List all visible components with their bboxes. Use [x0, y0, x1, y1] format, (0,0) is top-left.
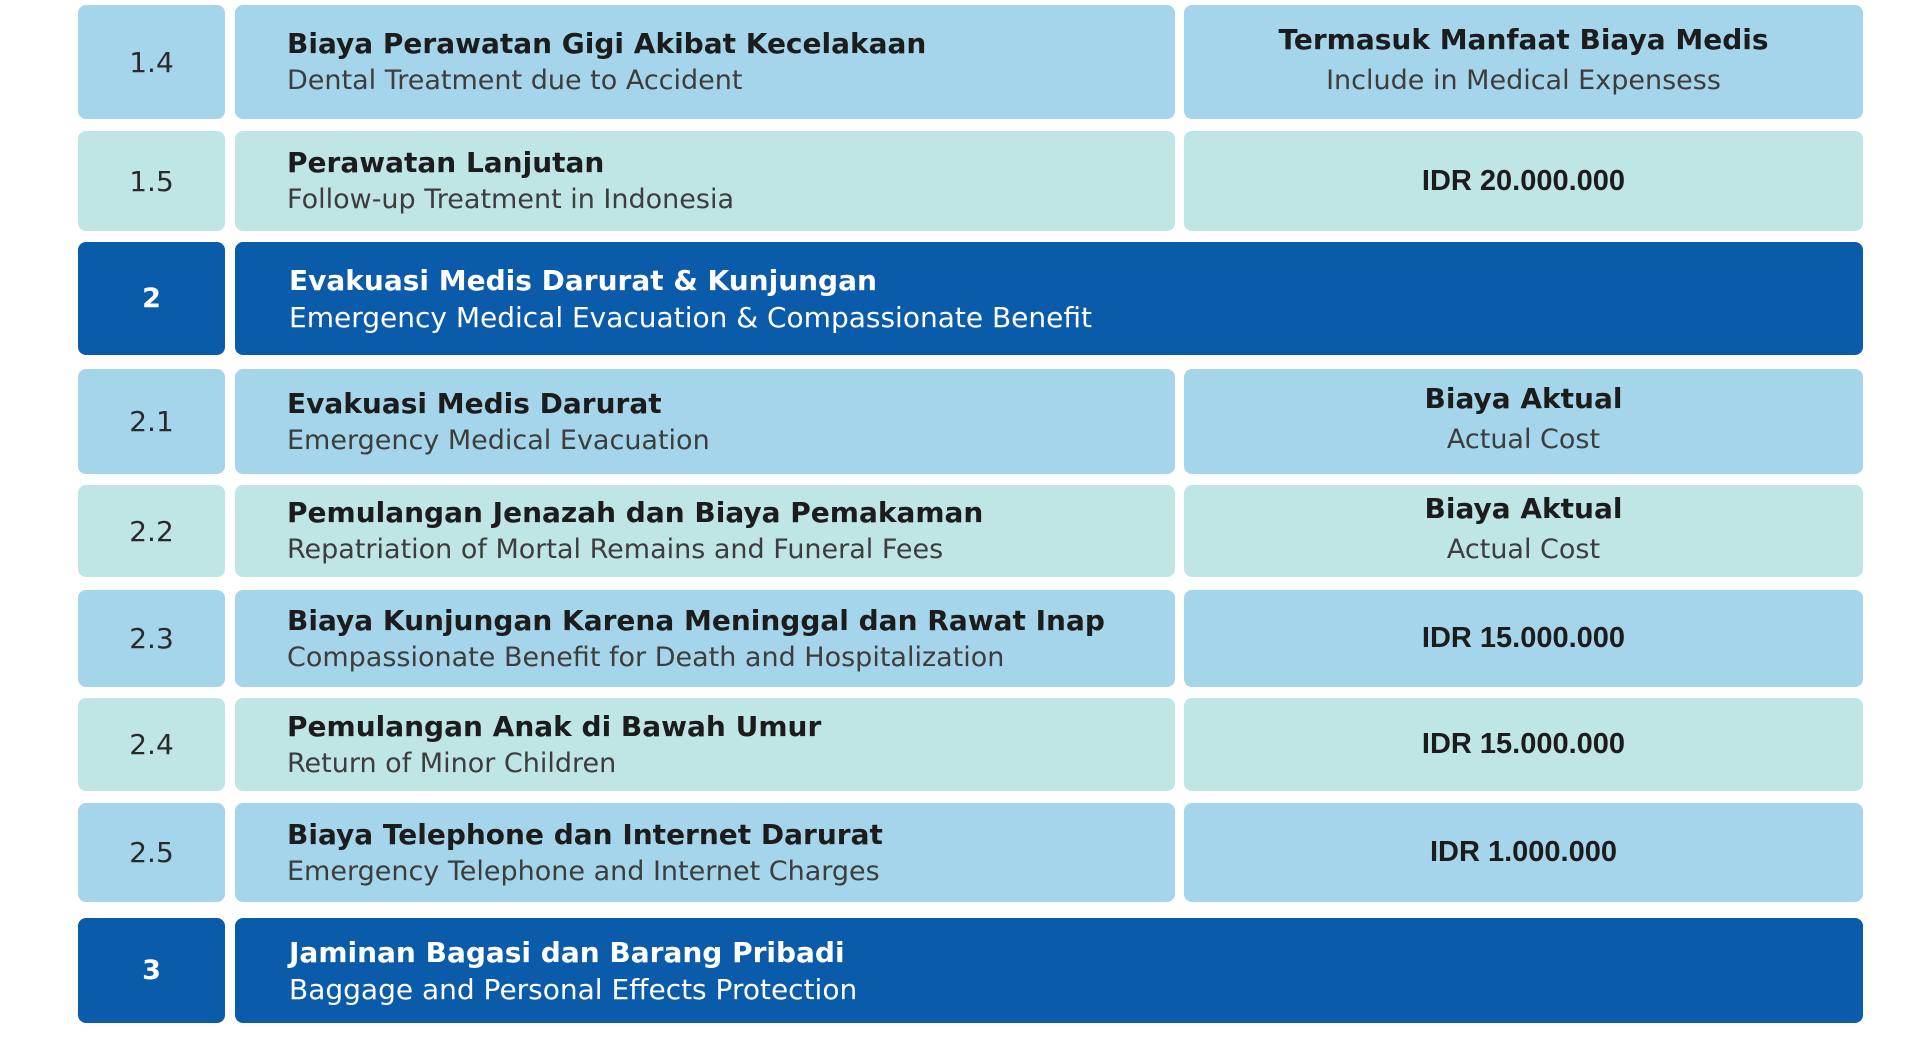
benefit-title-id: Biaya Kunjungan Karena Meninggal dan Rawat Inap	[287, 603, 1105, 637]
row-number: 2.4	[78, 698, 225, 791]
section-header-row	[78, 242, 1863, 355]
benefit-value-id: Biaya Aktual	[1424, 382, 1623, 415]
section-title-en: Emergency Medical Evacuation & Compassionate Benefit	[289, 300, 1092, 334]
row-number: 1.4	[78, 5, 225, 119]
row-number: 2.3	[78, 590, 225, 687]
table-row	[78, 5, 1863, 119]
table-row	[78, 698, 1863, 791]
benefit-title-id: Biaya Perawatan Gigi Akibat Kecelakaan	[287, 27, 927, 60]
benefit-description	[235, 369, 1175, 474]
benefit-value-en: Include in Medical Expensess	[1326, 64, 1721, 96]
benefit-value	[1184, 485, 1863, 577]
benefit-title-en: Repatriation of Mortal Remains and Funeral Fees	[287, 534, 944, 565]
table-row	[78, 485, 1863, 577]
benefit-value	[1184, 803, 1863, 902]
row-number: 1.5	[78, 131, 225, 231]
table-row	[78, 803, 1863, 902]
benefit-title-en: Emergency Medical Evacuation	[287, 424, 710, 456]
benefit-amount: IDR 15.000.000	[1421, 622, 1626, 654]
benefit-title-en: Follow-up Treatment in Indonesia	[287, 184, 735, 215]
section-title-en: Baggage and Personal Effects Protection	[289, 972, 858, 1006]
table-row	[78, 369, 1863, 474]
table-row	[78, 131, 1863, 231]
benefit-title-en: Dental Treatment due to Accident	[287, 65, 743, 96]
section-title-id: Evakuasi Medis Darurat & Kunjungan	[289, 263, 877, 297]
benefit-amount: IDR 1.000.000	[1429, 836, 1617, 868]
benefit-value-id: Biaya Aktual	[1424, 491, 1623, 525]
benefit-value	[1184, 5, 1863, 119]
section-number: 2	[78, 242, 225, 355]
benefit-description	[235, 803, 1175, 902]
benefit-title-en: Emergency Telephone and Internet Charges	[287, 855, 880, 887]
benefit-title-id: Perawatan Lanjutan	[287, 146, 605, 179]
row-number: 2.2	[78, 485, 225, 577]
benefit-amount: IDR 15.000.000	[1421, 728, 1626, 760]
benefit-description	[235, 590, 1175, 687]
benefit-value	[1184, 369, 1863, 474]
section-number: 3	[78, 918, 225, 1023]
section-description	[235, 242, 1863, 355]
benefit-title-en: Return of Minor Children	[287, 747, 617, 779]
benefit-title-id: Evakuasi Medis Darurat	[287, 386, 662, 420]
section-description	[235, 918, 1863, 1023]
section-title-id: Jaminan Bagasi dan Barang Pribadi	[289, 935, 845, 969]
benefit-value	[1184, 590, 1863, 687]
row-number: 2.1	[78, 369, 225, 474]
benefit-title-id: Pemulangan Anak di Bawah Umur	[287, 709, 822, 743]
row-number: 2.5	[78, 803, 225, 902]
section-header-row	[78, 918, 1863, 1023]
benefit-value	[1184, 131, 1863, 231]
benefit-amount: IDR 20.000.000	[1421, 164, 1626, 197]
benefit-value-en: Actual Cost	[1446, 533, 1601, 565]
benefit-description	[235, 5, 1175, 119]
benefit-title-en: Compassionate Benefit for Death and Hospitalization	[287, 641, 1005, 673]
benefit-value-id: Termasuk Manfaat Biaya Medis	[1278, 22, 1769, 56]
benefit-description	[235, 131, 1175, 231]
benefit-description	[235, 698, 1175, 791]
benefit-value	[1184, 698, 1863, 791]
benefit-description	[235, 485, 1175, 577]
benefit-title-id: Biaya Telephone dan Internet Darurat	[287, 817, 883, 851]
benefit-value-en: Actual Cost	[1446, 424, 1601, 455]
benefit-title-id: Pemulangan Jenazah dan Biaya Pemakaman	[287, 496, 984, 529]
table-row	[78, 590, 1863, 687]
